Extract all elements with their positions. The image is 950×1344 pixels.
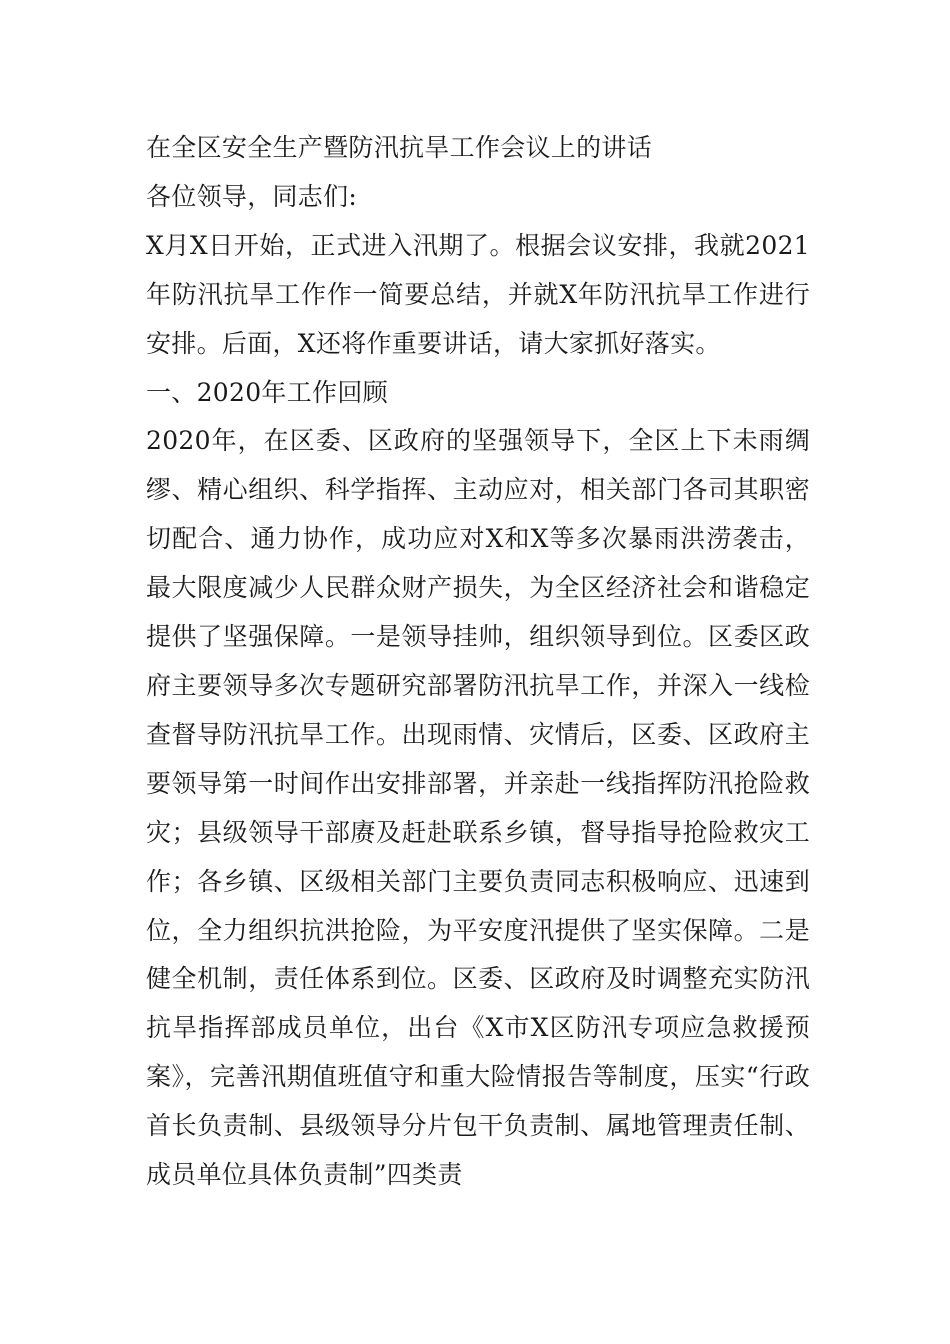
- document-body: [146, 124, 810, 1200]
- greeting: 各位领导，同志们:: [146, 181, 358, 211]
- section-body-paragraph: 2020年，在区委、区政府的坚强领导下，全区上下未雨绸缪、精心组织、科学指挥、主动应对，相关部门各司其职密切配合、通力协作，成功应对X和X等多次暴雨洪涝袭击，最大限度减少人民群众财产损失，为全区经济社会和谐稳定提供了坚强保障。一是领导挂帅，组织领导到位。区委区政府主要领导多次专题研究部署防汛抗旱工作，并深入一线检查督导防汛抗旱工作。出现雨情、灾情后，区委、区政府主要领导第一时间作出安排部署，并亲赴一线指挥防汛抢险救灾；县级领导干部赓及赶赴联系乡镇，督导指导抢险救灾工作；各乡镇、区级相关部门主要负责同志积极响应、迅速到位，全力组织抗洪抢险，为平安度汛提供了坚实保障。二是健全机制，责任体系到位。区委、区政府及时调整充实防汛抗旱指挥部成员单位，出台《X市X区防汛专项应急救援预案》，完善汛期值班值守和重大险情报告等制度，压实“行政首长负责制、县级领导分片包干负责制、属地管理责任制、成员单位具体负责制”四类责: [146, 426, 810, 1190]
- document-title: 在全区安全生产暨防汛抗旱工作会议上的讲话: [146, 133, 653, 162]
- section-heading: 一、2020年工作回顾: [146, 377, 388, 407]
- intro-paragraph: X月X日开始，正式进入汛期了。根据会议安排，我就2021年防汛抗旱工作作一简要总结，并就X年防汛抗旱工作进行安排。后面，X还将作重要讲话，请大家抓好落实。: [146, 230, 810, 358]
